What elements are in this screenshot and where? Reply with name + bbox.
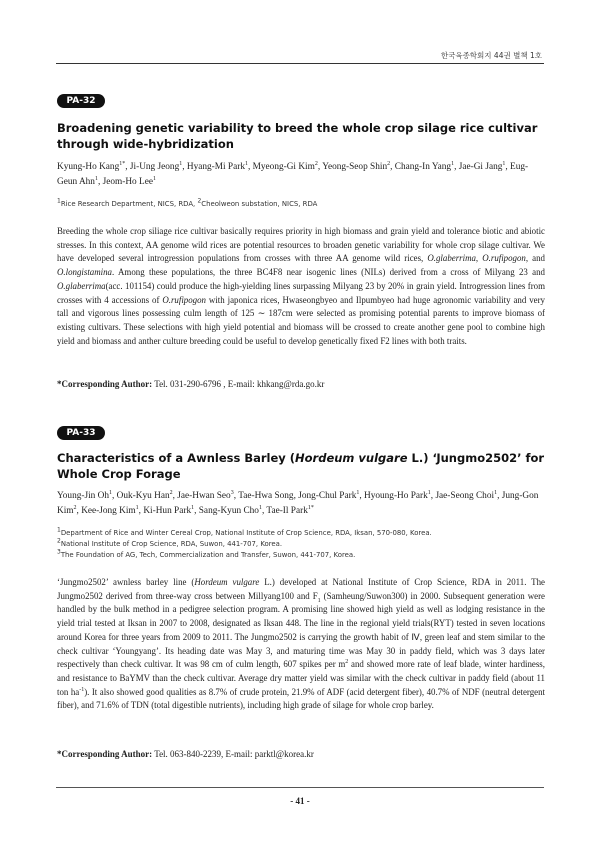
author-name: Tae-Hwa Song bbox=[238, 491, 294, 501]
abstract-pa32: Breeding the whole crop siliage rice cultivar basically requires priority in high biomass and grain yield and tolerance biotic and abiotic stresses. In this context, AA genome wild rices are potential resources to broaden genetic variability for whole crop silage cultivar. We have developed several introgression populations from crosses with three AA genome wild rices, O.glaberrima, O.rufipogon, and O.longistamina. Among these populations, the three BC4F8 near isogenic lines (NILs) derived from a cross of Milyang 23 and O.glaberrima(acc. 101154) could produce the high-yielding lines surpassing Milyang 23 by 20% in grain yield. Introgression lines from crosses with 4 accessions of O.rufipogon with japonica rices, Hwaseongbyeo and Ilpumbyeo had huge agronomic variability and very tall and vigorous lines possessing culm length of 125 ∼ 187cm were selected as promising potential parents to improve biomass of existing cultivars. These selections with high yield potential and biomass will be crossed to create another gene pool to combine high yield and biomass and anther culture breeding could be useful to develop genetically fixed F2 lines with both traits. bbox=[57, 226, 545, 346]
affiliations-pa32 bbox=[57, 199, 547, 210]
author-list-pa33: Young-Jin Oh$^1$, Ouk-Kyu Han$^2$, Jae-Hwan Seo$^3$, Tae-Hwa Song, Jong-Chul Park$^1$, Hyoung-Ho Park$^1$, Jae-Seong Choi$^1$, Jung-Gon Kim$^2$, Kee-Jong Kim$^1$, Ki-Hun Park$^1$, Sang-Kyun Cho$^1$, Tae-Il Park$^{1*}$ bbox=[57, 489, 539, 516]
page-number: - 41 - bbox=[290, 796, 310, 806]
author-name: Myeong-Gi Kim bbox=[252, 162, 315, 172]
author-name: Hyang-Mi Park bbox=[186, 162, 245, 172]
author-name: Jeom-Ho Lee bbox=[102, 177, 153, 187]
affiliation-line: $^3$The Foundation of AG, Tech, Commercialization and Transfer, Suwon, 441-707, Korea. bbox=[57, 548, 356, 559]
article-badge-pa33: PA-33 bbox=[57, 426, 105, 440]
author-name: Kee-Jong Kim bbox=[81, 506, 136, 516]
affiliation-line: $^2$National Institute of Crop Science, RDA, Suwon, 441-707, Korea. bbox=[57, 537, 283, 548]
author-name: Ki-Hun Park bbox=[143, 506, 192, 516]
author-name: Young-Jin Oh bbox=[57, 491, 110, 501]
corresponding-author-pa33: *Corresponding Author: Tel. 063-840-2239, E-mail: parktl@korea.kr bbox=[57, 749, 314, 759]
article-title-pa33: Characteristics of a Awnless Barley (Hordeum vulgare L.) ‘Jungmo2502’ for Whole Crop Forage bbox=[57, 451, 545, 481]
corresponding-author-pa32: *Corresponding Author: Tel. 031-290-6796 , E-mail: khkang@rda.go.kr bbox=[57, 379, 325, 389]
author-name: Jae-Hwan Seo bbox=[177, 491, 231, 501]
author-list-pa32: Kyung-Ho Kang$^{1*}$, Ji-Ung Jeong$^1$, Hyang-Mi Park$^1$, Myeong-Gi Kim$^2$, Yeong-Seop Shin$^2$, Chang-In Yang$^1$, Jae-Gi Jang$^1$, Eug-Geun Ahn$^1$, Jeom-Ho Lee$^1$ bbox=[57, 160, 529, 187]
author-name: Jae-Seong Choi bbox=[435, 491, 495, 501]
author-name: Sang-Kyun Cho bbox=[198, 506, 259, 516]
author-name: Tae-Il Park bbox=[266, 506, 308, 516]
abstract-pa33: ‘Jungmo2502’ awnless barley line (Hordeum vulgare L.) developed at National Institute of Crop Science, RDA in 2011. The Jungmo2502 derived from three-way cross between Millyang100 and $F_1$ (Samheung/Suwon300) in 2000. Subsequent generation were handled by the bulk method in a pedigree selection program. A promising line showed high yield as well as lodging resistance in the yield trial tested at Iksan in 2007 to 2008, designated as Iksan 448. The line in the regional yield trials(RYT) tested in seven locations around Korea for three years from 2009 to 2011. The Jungmo2502 is carrying the growth habit of Ⅳ, green leaf and stem similar to the check cultivar ‘Youngyang’. Its heading date was May 3, and maturing time was May 30 in paddy field, which was 3 days later respectively than check cultivar. It was 98 cm of culm length, 607 spikes per $m^2$ and showed more rate of leaf blade, winter hardiness, and resistance to BaYMV than the check cultivar. Average dry matter yield was similar with the check cultivar in paddy field (about 11 ton $ha^{-1}$). It also showed good qualities as 8.7% of crude protein, 21.9% of ADF (acid detergent fiber), 40.7% of NDF (neutral detergent fiber), and 71.6% of TDN (total digestible nutrients), including high grade of silage for whole crop barley. bbox=[57, 577, 546, 711]
affiliation-line: $^1$Department of Rice and Winter Cereal Crop, National Institute of Crop Science, RDA, Iksan, 570-080, Korea. bbox=[57, 526, 432, 537]
author-name: Jung-Gon Kim bbox=[57, 491, 539, 516]
article-badge-pa32: PA-32 bbox=[57, 94, 105, 108]
author-name: Eug-Geun Ahn bbox=[57, 162, 529, 187]
author-name: Ji-Ung Jeong bbox=[129, 162, 180, 172]
affiliation-line: $^1$Rice Research Department, NICS, RDA, $^2$Cheolweon substation, NICS, RDA bbox=[57, 197, 318, 208]
author-name: Hyoung-Ho Park bbox=[364, 491, 428, 501]
journal-header: 한국육종학회지 44권 별책 1호 bbox=[440, 51, 542, 60]
footer-divider bbox=[56, 787, 544, 788]
author-name: Jong-Chul Park bbox=[298, 491, 357, 501]
header-divider bbox=[56, 63, 544, 64]
author-name: Kyung-Ho Kang bbox=[57, 162, 120, 172]
author-name: Chang-In Yang bbox=[394, 162, 452, 172]
affiliations-pa33 bbox=[57, 528, 547, 561]
author-name: Jae-Gi Jang bbox=[458, 162, 503, 172]
author-name: Yeong-Seop Shin bbox=[322, 162, 388, 172]
author-name: Ouk-Kyu Han bbox=[116, 491, 170, 501]
article-title-pa32: Broadening genetic variability to breed the whole crop silage rice cultivar through wide-hybridization bbox=[57, 121, 538, 151]
